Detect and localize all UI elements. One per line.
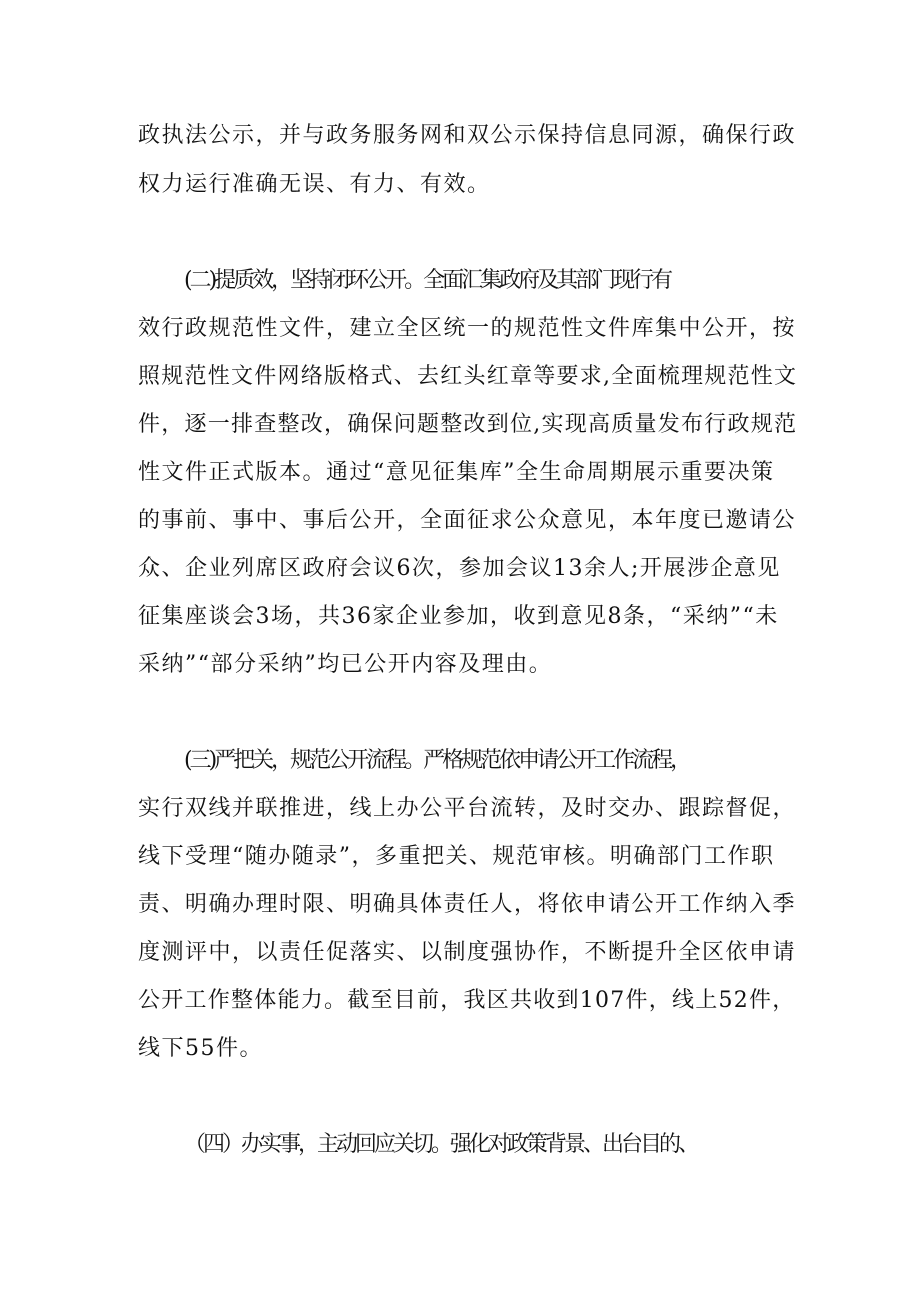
paragraph-3-line-1: (三)严把关，规范公开流程。严格规范依申请公开工作流程， — [184, 748, 690, 773]
paragraph-3-line-2: 实行双线并联推进，线上办公平台流转，及时交办、跟踪督促， — [138, 796, 797, 821]
paragraph-3-line-4: 责、明确办理时限、明确具体责任人，将依申请公开工作纳入季 — [138, 892, 797, 917]
paragraph-3-line-6: 公开工作整体能力。截至目前，我区共收到107件，线上52件， — [138, 988, 796, 1013]
paragraph-3-line-3: 线下受理“随办随录”，多重把关、规范审核。明确部门工作职 — [138, 844, 775, 869]
paragraph-2-line-2: 效行政规范性文件，建立全区统一的规范性文件库集中公开，按 — [138, 316, 797, 341]
paragraph-2-line-1: (二)提质效，坚持闭环公开。全面汇集政府及其部门现行有 — [184, 268, 671, 293]
paragraph-1-line-1: 政执法公示，并与政务服务网和双公示保持信息同源，确保行政 — [138, 123, 797, 148]
paragraph-1-line-2: 权力运行准确无误、有力、有效。 — [138, 172, 491, 197]
paragraph-2-line-3: 照规范性文件网络版格式、去红头红章等要求,全面梳理规范性文 — [138, 364, 798, 389]
paragraph-2-line-8: 征集座谈会3场，共36家企业参加，收到意见8条，“采纳”“未 — [138, 604, 779, 629]
paragraph-2-line-5: 性文件正式版本。通过“意见征集库”全生命周期展示重要决策 — [138, 460, 775, 485]
paragraph-2-line-7: 众、企业列席区政府会议6次，参加会议13余人;开展涉企意见 — [138, 556, 781, 581]
paragraph-3-line-5: 度测评中，以责任促落实、以制度强协作，不断提升全区依申请 — [138, 940, 797, 965]
paragraph-3-line-7: 线下55件。 — [138, 1036, 263, 1061]
paragraph-2-line-4: 件，逐一排查整改，确保问题整改到位,实现高质量发布行政规范 — [138, 412, 798, 437]
paragraph-2-line-6: 的事前、事中、事后公开，全面征求公众意见，本年度已邀请公 — [138, 508, 797, 533]
paragraph-2-line-9: 采纳”“部分采纳”均已公开内容及理由。 — [138, 652, 553, 677]
paragraph-4-line-1: （四）办实事，主动回应关切。强化对政策背景、出台目的、 — [184, 1132, 698, 1157]
